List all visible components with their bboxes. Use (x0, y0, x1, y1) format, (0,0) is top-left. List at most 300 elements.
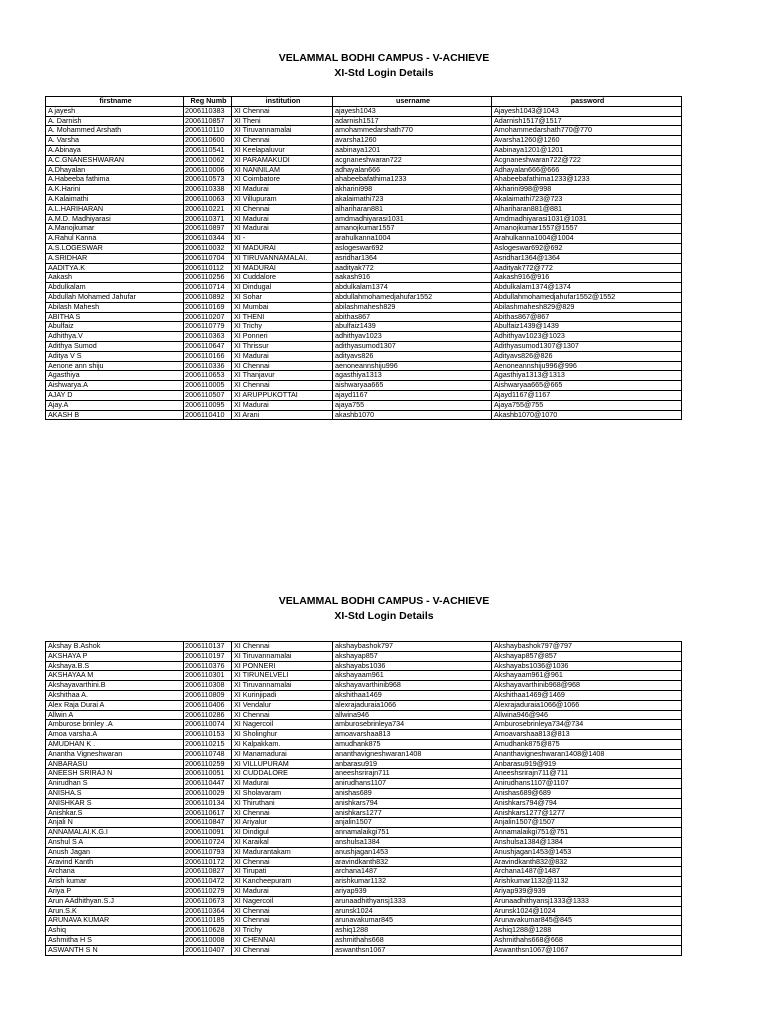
reg-numb-cell: 2006110363 (184, 332, 232, 342)
institution-cell: XI Madurai (232, 185, 333, 195)
firstname-cell: Anishkar.S (46, 808, 184, 818)
reg-numb-cell: 2006110063 (184, 194, 232, 204)
reg-numb-cell: 2006110166 (184, 351, 232, 361)
reg-numb-cell: 2006110892 (184, 292, 232, 302)
institution-cell: XI Ponneri (232, 332, 333, 342)
table-row (46, 116, 682, 126)
table-row (46, 818, 682, 828)
institution-cell: XI Chennai (232, 136, 333, 146)
reg-numb-cell: 2006110074 (184, 720, 232, 730)
table-row (46, 332, 682, 342)
firstname-cell: A.Manojkumar (46, 224, 184, 234)
institution-cell: XI ARUPPUKOTTAI (232, 390, 333, 400)
username-cell: aswanthsn1067 (333, 945, 492, 955)
table-row (46, 857, 682, 867)
password-cell: Agasthiya1313@1313 (492, 371, 682, 381)
reg-numb-cell: 2006110286 (184, 710, 232, 720)
firstname-cell: Amburose brinley .A (46, 720, 184, 730)
username-cell: amudhank875 (333, 739, 492, 749)
reg-numb-cell: 2006110279 (184, 886, 232, 896)
institution-cell: XI Tiruvannamalai (232, 126, 333, 136)
password-cell: Adhithyav1023@1023 (492, 332, 682, 342)
password-cell: Amanojkumar1557@1557 (492, 224, 682, 234)
username-cell: adityavs826 (333, 351, 492, 361)
firstname-cell: Abulfaiz (46, 322, 184, 332)
username-cell: ananthavigneshwaran1408 (333, 749, 492, 759)
reg-numb-cell: 2006110410 (184, 410, 232, 420)
table-body (46, 106, 682, 420)
institution-cell: XI CHENNAI (232, 935, 333, 945)
password-cell: Aswanthsn1067@1067 (492, 945, 682, 955)
username-cell: abithas867 (333, 312, 492, 322)
table-row (46, 779, 682, 789)
reg-numb-cell: 2006110259 (184, 759, 232, 769)
institution-cell: XI Thrissur (232, 341, 333, 351)
table-row (46, 710, 682, 720)
firstname-cell: Anshul S A (46, 837, 184, 847)
reg-numb-cell: 2006110005 (184, 381, 232, 391)
reg-numb-cell: 2006110573 (184, 175, 232, 185)
firstname-cell: Akshay B.Ashok (46, 642, 184, 652)
institution-cell: XI Sohar (232, 292, 333, 302)
institution-cell: XI Dindugal (232, 283, 333, 293)
table-row (46, 341, 682, 351)
header-firstname: firstname (46, 97, 184, 107)
institution-cell: XI MADURAI (232, 243, 333, 253)
reg-numb-cell: 2006110714 (184, 283, 232, 293)
table-header-row (46, 97, 682, 107)
firstname-cell: Abilash Mahesh (46, 302, 184, 312)
reg-numb-cell: 2006110541 (184, 145, 232, 155)
password-cell: Akashb1070@1070 (492, 410, 682, 420)
table-row (46, 263, 682, 273)
login-details-table (45, 641, 682, 956)
firstname-cell: ANBARASU (46, 759, 184, 769)
table-row (46, 126, 682, 136)
reg-numb-cell: 2006110406 (184, 700, 232, 710)
password-cell: Arunsk1024@1024 (492, 906, 682, 916)
table-row (46, 224, 682, 234)
username-cell: akshayabs1036 (333, 661, 492, 671)
username-cell: avarsha1260 (333, 136, 492, 146)
institution-cell: XI Chennai (232, 381, 333, 391)
institution-cell: XI Chennai (232, 106, 333, 116)
table-row (46, 896, 682, 906)
reg-numb-cell: 2006110897 (184, 224, 232, 234)
password-cell: Aakash916@916 (492, 273, 682, 283)
institution-cell: XI Manamadurai (232, 749, 333, 759)
reg-numb-cell: 2006110383 (184, 106, 232, 116)
reg-numb-cell: 2006110673 (184, 896, 232, 906)
table-row (46, 351, 682, 361)
reg-numb-cell: 2006110221 (184, 204, 232, 214)
reg-numb-cell: 2006110344 (184, 234, 232, 244)
table-row (46, 798, 682, 808)
password-cell: Ahabeebafathima1233@1233 (492, 175, 682, 185)
password-cell: Archana1487@1487 (492, 867, 682, 877)
table-row (46, 935, 682, 945)
reg-numb-cell: 2006110256 (184, 273, 232, 283)
firstname-cell: AKSHAYA P (46, 651, 184, 661)
password-cell: Ashiq1288@1288 (492, 926, 682, 936)
institution-cell: XI Tirupati (232, 867, 333, 877)
table-row (46, 642, 682, 652)
firstname-cell: AKSHAYAA M (46, 671, 184, 681)
firstname-cell: Aravind Kanth (46, 857, 184, 867)
username-cell: aishwaryaa665 (333, 381, 492, 391)
reg-numb-cell: 2006110704 (184, 253, 232, 263)
username-cell: anishkars794 (333, 798, 492, 808)
reg-numb-cell: 2006110137 (184, 642, 232, 652)
table-body (46, 642, 682, 956)
table-row (46, 671, 682, 681)
password-cell: Arunaadhithyansj1333@1333 (492, 896, 682, 906)
username-cell: alexrajaduraia1066 (333, 700, 492, 710)
header-institution: institution (232, 97, 333, 107)
sheet-title: VELAMMAL BODHI CAMPUS - V-ACHIEVE (278, 595, 490, 607)
reg-numb-cell: 2006110008 (184, 935, 232, 945)
table-row (46, 361, 682, 371)
reg-numb-cell: 2006110793 (184, 847, 232, 857)
table-row (46, 828, 682, 838)
firstname-cell: A.Habeeba fathima (46, 175, 184, 185)
reg-numb-cell: 2006110847 (184, 818, 232, 828)
password-cell: Aadityak772@772 (492, 263, 682, 273)
firstname-cell: ANISHKAR S (46, 798, 184, 808)
reg-numb-cell: 2006110748 (184, 749, 232, 759)
username-cell: amdmadhiyarasi1031 (333, 214, 492, 224)
firstname-cell: ANISHA.S (46, 788, 184, 798)
firstname-cell: Abdullah Mohamed Jahufar (46, 292, 184, 302)
password-cell: Akshayaam961@961 (492, 671, 682, 681)
reg-numb-cell: 2006110447 (184, 779, 232, 789)
password-cell: Akshaybashok797@797 (492, 642, 682, 652)
institution-cell: XI Madurai (232, 400, 333, 410)
firstname-cell: A.Kalaimathi (46, 194, 184, 204)
reg-numb-cell: 2006110169 (184, 302, 232, 312)
table-row (46, 877, 682, 887)
firstname-cell: A.SRIDHAR (46, 253, 184, 263)
password-cell: Ananthavigneshwaran1408@1408 (492, 749, 682, 759)
password-cell: Anishas689@689 (492, 788, 682, 798)
username-cell: ajaya755 (333, 400, 492, 410)
password-cell: Amoavarshaa813@813 (492, 730, 682, 740)
firstname-cell: Abdulkalam (46, 283, 184, 293)
password-cell: Aravindkanth832@832 (492, 857, 682, 867)
password-cell: Alhariharan881@881 (492, 204, 682, 214)
table-row (46, 371, 682, 381)
sheet-subtitle: XI-Std Login Details (334, 610, 434, 622)
username-cell: akshayavarthinib968 (333, 681, 492, 691)
username-cell: abilashmahesh829 (333, 302, 492, 312)
username-cell: adhithyav1023 (333, 332, 492, 342)
username-cell: abdullahmohamedjahufar1552 (333, 292, 492, 302)
firstname-cell: AMUDHAN K . (46, 739, 184, 749)
username-cell: anirudhans1107 (333, 779, 492, 789)
username-cell: arunsk1024 (333, 906, 492, 916)
password-cell: Arishkumar1132@1132 (492, 877, 682, 887)
username-cell: archana1487 (333, 867, 492, 877)
username-cell: ariyap939 (333, 886, 492, 896)
password-cell: Aabinaya1201@1201 (492, 145, 682, 155)
username-cell: ajayd1167 (333, 390, 492, 400)
firstname-cell: Anantha Vigneshwaran (46, 749, 184, 759)
password-cell: Akalaimathi723@723 (492, 194, 682, 204)
firstname-cell: ASWANTH S N (46, 945, 184, 955)
firstname-cell: A.C.GNANESHWARAN (46, 155, 184, 165)
reg-numb-cell: 2006110407 (184, 945, 232, 955)
institution-cell: XI Chennai (232, 857, 333, 867)
reg-numb-cell: 2006110095 (184, 400, 232, 410)
institution-cell: XI Chennai (232, 945, 333, 955)
institution-cell: XI - (232, 234, 333, 244)
username-cell: akshithaa1469 (333, 690, 492, 700)
table-row (46, 106, 682, 116)
firstname-cell: Ariya P (46, 886, 184, 896)
password-cell: Adhayalan666@666 (492, 165, 682, 175)
reg-numb-cell: 2006110112 (184, 263, 232, 273)
reg-numb-cell: 2006110371 (184, 214, 232, 224)
firstname-cell: ABITHA S (46, 312, 184, 322)
institution-cell: XI Dindigul (232, 828, 333, 838)
reg-numb-cell: 2006110809 (184, 690, 232, 700)
table-row (46, 808, 682, 818)
table-row (46, 234, 682, 244)
password-cell: Adityavs826@826 (492, 351, 682, 361)
username-cell: ashiq1288 (333, 926, 492, 936)
firstname-cell: Ashmitha H S (46, 935, 184, 945)
institution-cell: XI THENI (232, 312, 333, 322)
firstname-cell: Archana (46, 867, 184, 877)
username-cell: agasthiya1313 (333, 371, 492, 381)
reg-numb-cell: 2006110207 (184, 312, 232, 322)
username-cell: anshulsa1384 (333, 837, 492, 847)
username-cell: adarnish1517 (333, 116, 492, 126)
password-cell: Asridhar1364@1364 (492, 253, 682, 263)
password-cell: Aishwaryaa665@665 (492, 381, 682, 391)
username-cell: anishkars1277 (333, 808, 492, 818)
firstname-cell: Anjali N (46, 818, 184, 828)
password-cell: Acgnaneshwaran722@722 (492, 155, 682, 165)
firstname-cell: Aenone ann shiju (46, 361, 184, 371)
reg-numb-cell: 2006110376 (184, 661, 232, 671)
username-cell: ahabeebafathima1233 (333, 175, 492, 185)
password-cell: Ajayd1167@1167 (492, 390, 682, 400)
reg-numb-cell: 2006110724 (184, 837, 232, 847)
table-row (46, 690, 682, 700)
password-cell: Ajaya755@755 (492, 400, 682, 410)
institution-cell: XI Madurai (232, 779, 333, 789)
institution-cell: XI Keelapaluvur (232, 145, 333, 155)
reg-numb-cell: 2006110827 (184, 867, 232, 877)
password-cell: Annamalaikgi751@751 (492, 828, 682, 838)
password-cell: Alexrajaduraia1066@1066 (492, 700, 682, 710)
institution-cell: XI PARAMAKUDI (232, 155, 333, 165)
password-cell: Abulfaiz1439@1439 (492, 322, 682, 332)
table-row (46, 837, 682, 847)
firstname-cell: A.K.Harini (46, 185, 184, 195)
password-cell: Abdullahmohamedjahufar1552@1552 (492, 292, 682, 302)
password-cell: Amudhank875@875 (492, 739, 682, 749)
username-cell: aneeshsrirajn711 (333, 769, 492, 779)
login-sheet-section-2 (0, 594, 768, 954)
table-row (46, 788, 682, 798)
table-row (46, 273, 682, 283)
institution-cell: XI CUDDALORE (232, 769, 333, 779)
firstname-cell: Agasthiya (46, 371, 184, 381)
table-row (46, 400, 682, 410)
reg-numb-cell: 2006110647 (184, 341, 232, 351)
institution-cell: XI Chennai (232, 906, 333, 916)
institution-cell: XI Madurai (232, 886, 333, 896)
header-username: username (333, 97, 492, 107)
table-row (46, 651, 682, 661)
sheet-title: VELAMMAL BODHI CAMPUS - V-ACHIEVE (278, 52, 490, 64)
institution-cell: XI Chennai (232, 710, 333, 720)
password-cell: Ajayesh1043@1043 (492, 106, 682, 116)
firstname-cell: Anush Jagan (46, 847, 184, 857)
reg-numb-cell: 2006110600 (184, 136, 232, 146)
username-cell: amoavarshaa813 (333, 730, 492, 740)
institution-cell: XI Trichy (232, 926, 333, 936)
login-details-table (45, 96, 682, 420)
reg-numb-cell: 2006110153 (184, 730, 232, 740)
institution-cell: XI TIRUVANNAMALAI. (232, 253, 333, 263)
firstname-cell: AJAY D (46, 390, 184, 400)
firstname-cell: A. Darnish (46, 116, 184, 126)
reg-numb-cell: 2006110134 (184, 798, 232, 808)
username-cell: akashb1070 (333, 410, 492, 420)
username-cell: annamalaikgi751 (333, 828, 492, 838)
firstname-cell: A.Abinaya (46, 145, 184, 155)
table-row (46, 322, 682, 332)
password-cell: Akshayavarthinib968@968 (492, 681, 682, 691)
firstname-cell: Ajay.A (46, 400, 184, 410)
password-cell: Arahulkanna1004@1004 (492, 234, 682, 244)
table-row (46, 253, 682, 263)
password-cell: Aenoneannshiju996@996 (492, 361, 682, 371)
table-row (46, 381, 682, 391)
password-cell: Ariyap939@939 (492, 886, 682, 896)
password-cell: Adarnish1517@1517 (492, 116, 682, 126)
password-cell: Arunavakumar845@845 (492, 916, 682, 926)
reg-numb-cell: 2006110364 (184, 906, 232, 916)
institution-cell: XI Chennai (232, 916, 333, 926)
table-row (46, 283, 682, 293)
username-cell: anbarasu919 (333, 759, 492, 769)
firstname-cell: Arish kumar (46, 877, 184, 887)
username-cell: aakash916 (333, 273, 492, 283)
password-cell: Abithas867@867 (492, 312, 682, 322)
table-row (46, 916, 682, 926)
institution-cell: XI Madurantakam (232, 847, 333, 857)
username-cell: acgnaneshwaran722 (333, 155, 492, 165)
reg-numb-cell: 2006110032 (184, 243, 232, 253)
username-cell: arunaadhithyansj1333 (333, 896, 492, 906)
firstname-cell: ARUNAVA KUMAR (46, 916, 184, 926)
institution-cell: XI Madurai (232, 351, 333, 361)
firstname-cell: A.Dhayalan (46, 165, 184, 175)
table-row (46, 175, 682, 185)
username-cell: asridhar1364 (333, 253, 492, 263)
table-row (46, 145, 682, 155)
firstname-cell: Alex Raja Durai A (46, 700, 184, 710)
username-cell: anishas689 (333, 788, 492, 798)
password-cell: Anishkars1277@1277 (492, 808, 682, 818)
table-row (46, 136, 682, 146)
institution-cell: XI Sholinghur (232, 730, 333, 740)
table-row (46, 739, 682, 749)
firstname-cell: ANNAMALAI.K.G.I (46, 828, 184, 838)
reg-numb-cell: 2006110091 (184, 828, 232, 838)
table-row (46, 906, 682, 916)
table-row (46, 194, 682, 204)
table-row (46, 661, 682, 671)
reg-numb-cell: 2006110029 (184, 788, 232, 798)
firstname-cell: AKASH B (46, 410, 184, 420)
password-cell: Anushjagan1453@1453 (492, 847, 682, 857)
firstname-cell: Allwin A (46, 710, 184, 720)
reg-numb-cell: 2006110628 (184, 926, 232, 936)
password-cell: Anshulsa1384@1384 (492, 837, 682, 847)
password-cell: Avarsha1260@1260 (492, 136, 682, 146)
institution-cell: XI Ariyalur (232, 818, 333, 828)
institution-cell: XI Kurinjipadi (232, 690, 333, 700)
username-cell: aadityak772 (333, 263, 492, 273)
reg-numb-cell: 2006110779 (184, 322, 232, 332)
firstname-cell: Amoa varsha.A (46, 730, 184, 740)
institution-cell: XI VILLUPURAM (232, 759, 333, 769)
table-row (46, 867, 682, 877)
firstname-cell: A.M.D. Madhiyarasi (46, 214, 184, 224)
reg-numb-cell: 2006110215 (184, 739, 232, 749)
firstname-cell: Arun AAdhithyan.S.J (46, 896, 184, 906)
table-row (46, 292, 682, 302)
table-row (46, 847, 682, 857)
username-cell: anjalin1507 (333, 818, 492, 828)
reg-numb-cell: 2006110006 (184, 165, 232, 175)
reg-numb-cell: 2006110051 (184, 769, 232, 779)
institution-cell: XI PONNERI (232, 661, 333, 671)
institution-cell: XI TIRUNELVELI (232, 671, 333, 681)
username-cell: amanojkumar1557 (333, 224, 492, 234)
institution-cell: XI Kalpakkam. (232, 739, 333, 749)
table-row (46, 312, 682, 322)
institution-cell: XI Chennai (232, 642, 333, 652)
username-cell: adithyasumod1307 (333, 341, 492, 351)
username-cell: akharini998 (333, 185, 492, 195)
username-cell: aabinaya1201 (333, 145, 492, 155)
username-cell: allwina946 (333, 710, 492, 720)
table-row (46, 302, 682, 312)
username-cell: alhariharan881 (333, 204, 492, 214)
firstname-cell: Aditya V S (46, 351, 184, 361)
username-cell: adhayalan666 (333, 165, 492, 175)
institution-cell: XI Arani (232, 410, 333, 420)
table-row (46, 165, 682, 175)
password-cell: Amdmadhiyarasi1031@1031 (492, 214, 682, 224)
table-row (46, 214, 682, 224)
table-row (46, 759, 682, 769)
reg-numb-cell: 2006110301 (184, 671, 232, 681)
firstname-cell: A.L.HARIHARAN (46, 204, 184, 214)
username-cell: akshaybashok797 (333, 642, 492, 652)
table-row (46, 243, 682, 253)
password-cell: Anirudhans1107@1107 (492, 779, 682, 789)
password-cell: Aneeshsrirajn711@711 (492, 769, 682, 779)
password-cell: Ashmithahs668@668 (492, 935, 682, 945)
firstname-cell: A.S.LOGESWAR (46, 243, 184, 253)
